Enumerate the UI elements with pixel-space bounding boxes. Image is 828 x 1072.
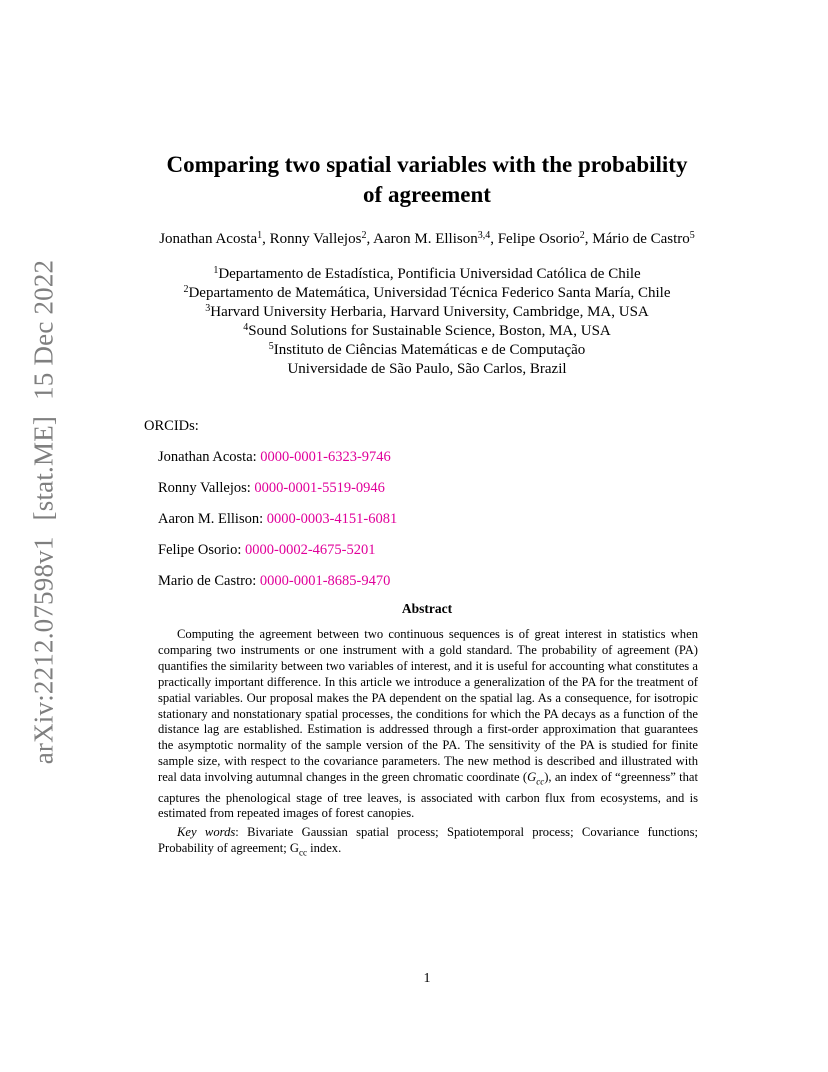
abstract-heading: Abstract	[401, 601, 453, 616]
author: Aaron M. Ellison$^{3,4}$,	[373, 230, 498, 247]
gcc-symbol: $G_{cc}$	[527, 770, 545, 787]
paper-title	[100, 150, 754, 210]
orcid-row: Jonathan Acosta: 0000-0001-6323-9746	[158, 449, 391, 465]
orcid-heading: ORCIDs:	[144, 418, 199, 434]
author: Felipe Osorio$^2$,	[497, 230, 593, 247]
keywords: Key words: Bivariate Gaussian spatial process; Spatiotemporal process; Covariance functions; Probability of agreement; $G_{cc}$ index.	[158, 825, 698, 858]
orcid-link[interactable]: 0000-0002-4675-5201	[245, 542, 376, 558]
keywords-label: Key words	[177, 825, 236, 840]
orcid-row: Aaron M. Ellison: 0000-0003-4151-6081	[158, 511, 398, 527]
orcid-link[interactable]: 0000-0003-4151-6081	[266, 511, 398, 527]
affiliation: Universidade de São Paulo, São Carlos, Brazil	[287, 361, 567, 377]
abstract-body	[158, 627, 698, 862]
orcid-link[interactable]: 0000-0001-8685-9470	[259, 573, 391, 589]
orcid-link[interactable]: 0000-0001-6323-9746	[260, 449, 391, 465]
affiliation: $^3$Harvard University Herbaria, Harvard University, Cambridge, MA, USA	[205, 303, 649, 320]
affiliation-list	[100, 265, 754, 379]
affiliation: $^4$Sound Solutions for Sustainable Science, Boston, MA, USA	[243, 322, 611, 339]
abstract-paragraph: Computing the agreement between two continuous sequences is of great interest in statistics when comparing two instruments or one instrument with a gold standard. The probability of agreement (PA) quantifies the similarity between two variables of interest, and it is useful for accounting what constitutes a practically important difference. In this article we introduce a generalization of the PA for the treatment of spatial variables. Our proposal makes the PA dependent on the spatial lag. As a consequence, for isotropic stationary and nonstationary spatial processes, the conditions for which the PA decays as a function of the distance lag are established. Estimation is addressed through a first-order approximation that guarantees the asymptotic normality of the sample version of the PA. The sensitivity of the PA is studied for finite sample size, with respect to the covariance parameters. The new method is described and illustrated with real data involving autumnal changes in the green chromatic coordinate $(G_{cc})$, an index of “greenness” that captures the phenological stage of tree leaves, is associated with carbon flux from ecosystems, and is estimated from repeated images of forest canopies.	[158, 627, 698, 821]
author: Mário de Castro$^5$	[592, 230, 695, 247]
orcid-list	[158, 447, 397, 602]
author: Ronny Vallejos$^2$,	[269, 230, 374, 247]
page-number: 1	[423, 971, 431, 986]
orcid-row: Felipe Osorio: 0000-0002-4675-5201	[158, 542, 376, 558]
title-line-1: Comparing two spatial variables with the probability	[166, 152, 688, 177]
arxiv-id: arXiv:2212.07598v1	[28, 536, 59, 765]
arxiv-category: [stat.ME]	[28, 415, 59, 521]
arxiv-stamp	[29, 260, 60, 765]
orcid-link[interactable]: 0000-0001-5519-0946	[254, 480, 385, 496]
affiliation: $^2$Departamento de Matemática, Universidad Técnica Federico Santa María, Chile	[183, 284, 671, 301]
affiliation: $^5$Instituto de Ciências Matemáticas e de Computação	[268, 341, 586, 358]
affiliation: $^1$Departamento de Estadística, Pontificia Universidad Católica de Chile	[213, 265, 641, 282]
arxiv-date: 15 Dec 2022	[28, 259, 59, 400]
author-list	[80, 229, 774, 249]
orcid-row: Mario de Castro: 0000-0001-8685-9470	[158, 573, 391, 589]
author: Jonathan Acosta$^1$,	[159, 230, 270, 247]
orcid-row: Ronny Vallejos: 0000-0001-5519-0946	[158, 480, 385, 496]
title-line-2: of agreement	[363, 182, 491, 207]
